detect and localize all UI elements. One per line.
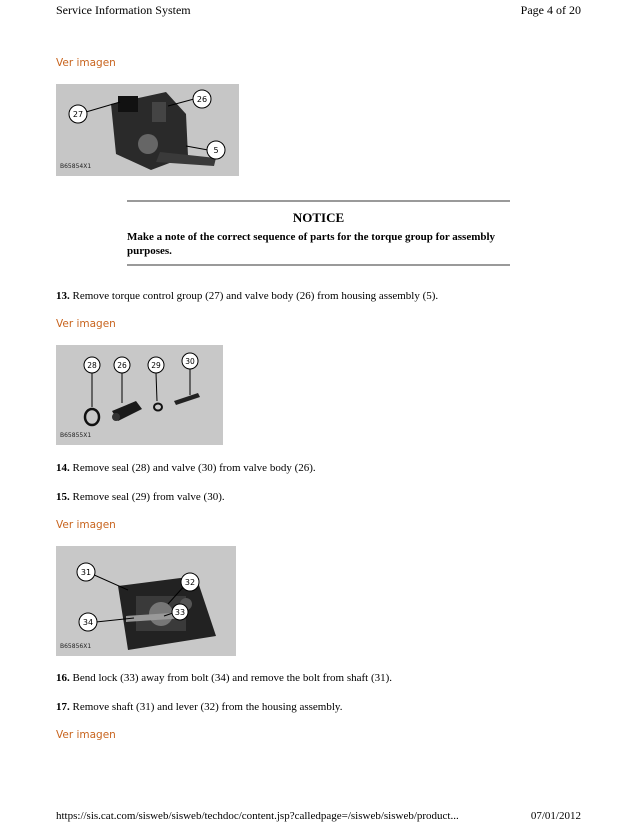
figure-3 [56, 546, 236, 656]
header-title: Service Information System [56, 3, 191, 17]
footer-url: https://sis.cat.com/sisweb/sisweb/techdoc/content.jsp?calledpage=/sisweb/sisweb/product... [56, 810, 459, 822]
figure-2 [56, 345, 223, 445]
callout-26: 26 [196, 95, 208, 104]
callout-27: 27 [72, 110, 84, 119]
step-15 [56, 491, 225, 503]
step-13 [56, 290, 438, 302]
callout-33: 33 [174, 608, 186, 617]
step-14-text: Remove seal (28) and valve (30) from valve body (26). [72, 462, 316, 474]
page-number: Page 4 of 20 [520, 3, 581, 17]
view-image-link-2[interactable]: Ver imagen [56, 318, 116, 330]
callout-30: 30 [185, 357, 195, 366]
view-image-link-3[interactable]: Ver imagen [56, 519, 116, 531]
notice-top-rule [127, 200, 510, 202]
step-15-text: Remove seal (29) from valve (30). [72, 491, 225, 503]
callout-29: 29 [151, 361, 161, 370]
footer-date: 07/01/2012 [530, 810, 581, 822]
step-17-text: Remove shaft (31) and lever (32) from the housing assembly. [72, 701, 343, 713]
step-16-number: 16. [56, 672, 70, 684]
step-14 [56, 462, 316, 474]
figure-1-code: B65854X1 [60, 163, 92, 170]
notice-text: Make a note of the correct sequence of parts for the torque group for assembly purposes. [127, 231, 496, 257]
callout-5: 5 [213, 146, 219, 155]
figure-3-code: B65856X1 [60, 643, 92, 650]
callout-32: 32 [184, 578, 196, 587]
figure-3-illustration [56, 546, 236, 656]
figure-2-illustration [56, 345, 223, 445]
figure-2-code: B65855X1 [60, 432, 92, 439]
callout-28: 28 [87, 361, 97, 370]
view-image-link-1[interactable]: Ver imagen [56, 57, 116, 69]
step-17-number: 17. [56, 701, 70, 713]
callout-31: 31 [80, 568, 92, 577]
step-16 [56, 672, 392, 684]
callout-34: 34 [82, 618, 94, 627]
step-14-number: 14. [56, 462, 70, 474]
figure-1 [56, 84, 239, 176]
step-16-text: Bend lock (33) away from bolt (34) and remove the bolt from shaft (31). [72, 672, 393, 684]
notice-title: NOTICE [292, 210, 345, 225]
view-image-link-4[interactable]: Ver imagen [56, 729, 116, 741]
callout-26b: 26 [117, 361, 127, 370]
step-17 [56, 701, 342, 713]
step-15-number: 15. [56, 491, 70, 503]
step-13-text: Remove torque control group (27) and valve body (26) from housing assembly (5). [72, 290, 439, 302]
step-13-number: 13. [56, 290, 70, 302]
notice-bottom-rule [127, 264, 510, 266]
